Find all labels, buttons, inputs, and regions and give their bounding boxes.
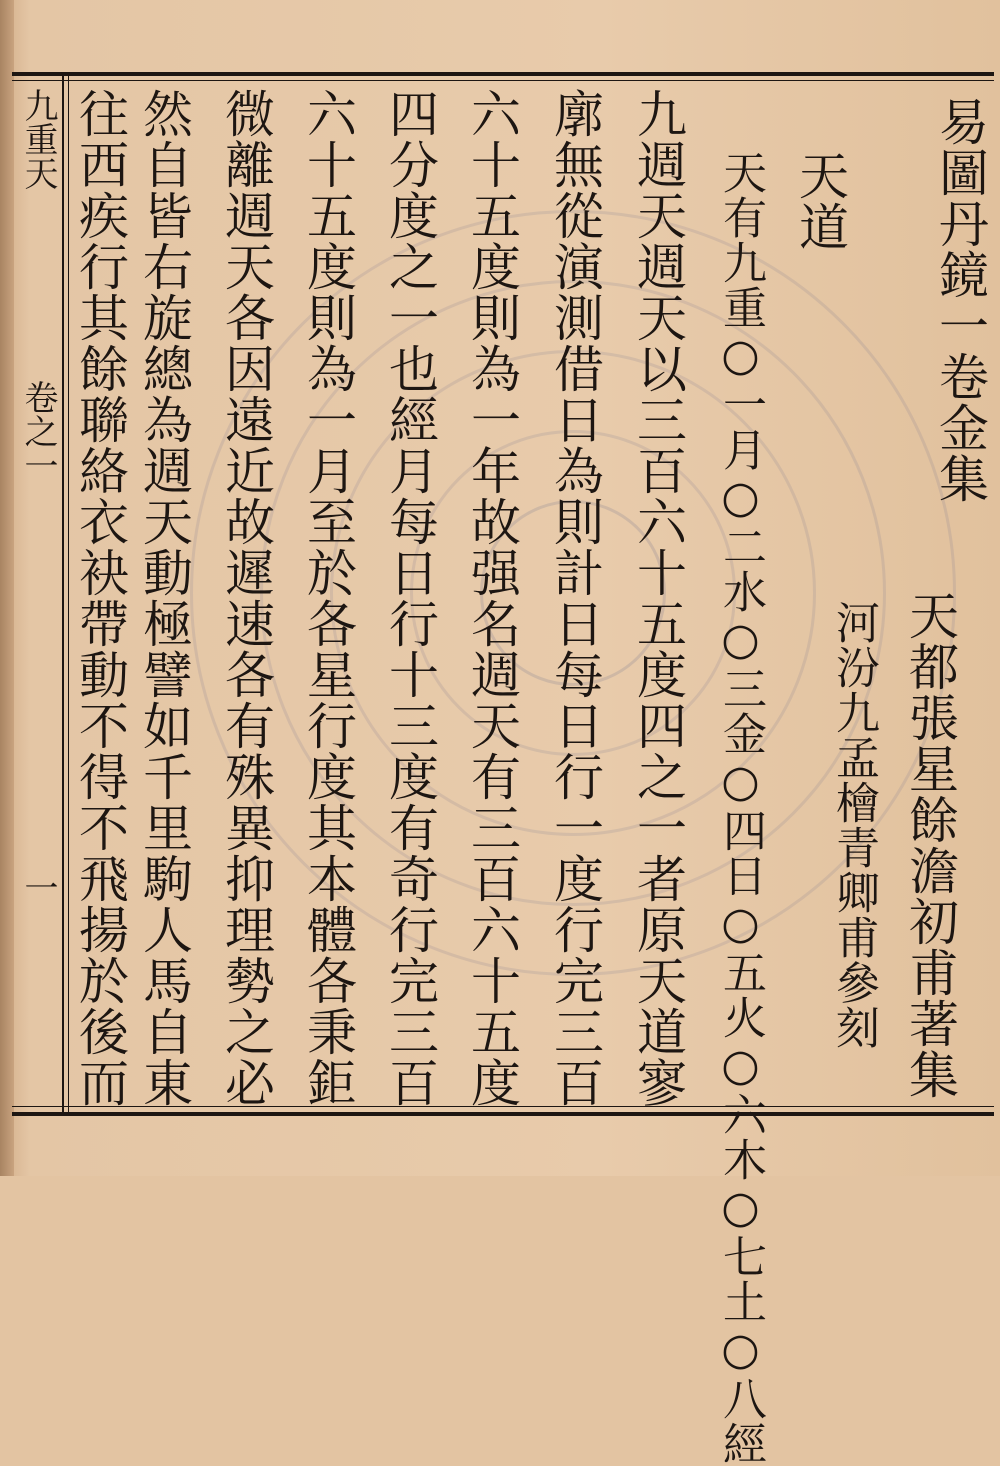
text-column: 九週天週天以三百六十五度四之一者原天道寥 [629,88,687,1108]
book-spine [0,0,14,1176]
margin-rule-inner [68,76,69,1112]
text-column-content: 天有九重○一月○二水○三金○四日○五火○六木○七土○八經 [715,150,766,1466]
text-column: 然自皆右旋總為週天動極譬如千里駒人馬自東 [135,88,193,1108]
text-column: 往西疾行其餘聯絡衣袂帶動不得不飛揚於後而 [71,88,129,1108]
text-column: 六十五度則為一月至於各星行度其本體各秉鉅 [299,88,357,1108]
text-column: 微離週天各因遠近故遲速各有殊異抑理勢之必 [217,88,275,1108]
book-title: 易圖丹鏡一卷金集 [931,96,989,504]
text-column: 四分度之一也經月每日行十三度有奇行完三百 [381,88,439,1108]
bottom-border [12,1112,994,1116]
margin-page-number: 一 [18,870,58,904]
margin-rule [62,76,64,1112]
top-border [12,72,994,76]
margin-volume-label: 卷之一 [18,380,58,482]
text-column [710,150,770,1466]
top-border-inner [12,80,994,81]
margin-section-label: 九重天 [18,88,58,190]
text-column: 六十五度則為一年故强名週天有三百六十五度 [463,88,521,1108]
section-heading: 天道 [791,150,849,252]
author-line: 天都張星餘澹初甫著集 [901,590,959,1100]
engraver-line: 河汾九孟檜青卿甫參刻 [828,600,879,1050]
text-column: 廓無從演測借日為則計日每日行一度行完三百 [546,88,604,1108]
